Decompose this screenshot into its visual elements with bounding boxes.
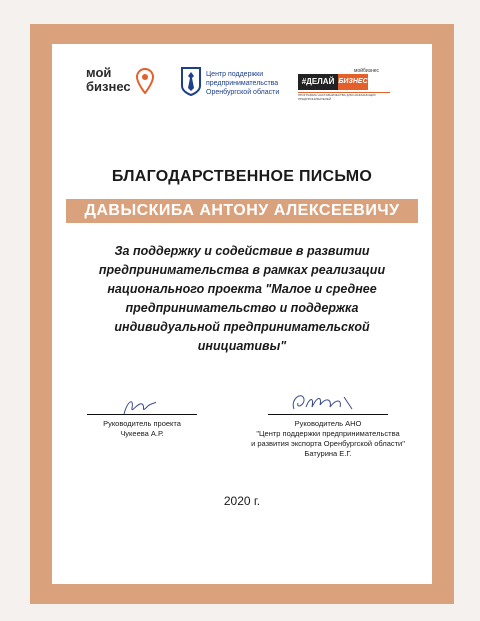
delai-biz-text: БИЗНЕС bbox=[338, 74, 368, 90]
body-line: предпринимательство и поддержка bbox=[125, 301, 359, 315]
signature-line bbox=[268, 414, 388, 415]
tie-emblem-icon bbox=[180, 66, 202, 96]
logo-row bbox=[52, 64, 432, 104]
support-center-text: Центр поддержки предпринимательства Оренбургской области bbox=[206, 71, 280, 96]
delai-biznes-logo bbox=[298, 68, 398, 102]
body-line: национального проекта "Малое и среднее bbox=[107, 282, 377, 296]
document-title: БЛАГОДАРСТВЕННОЕ ПИСЬМО bbox=[111, 168, 373, 185]
signature-left: Руководитель проекта Чукеева А.Р. bbox=[82, 414, 202, 439]
signature-right-scribble bbox=[288, 389, 358, 417]
signature-line bbox=[87, 414, 197, 415]
recipient-name: ДАВЫСКИБА АНТОНУ АЛЕКСЕЕВИЧУ bbox=[84, 202, 400, 219]
support-center-logo bbox=[180, 66, 300, 102]
moi-biznes-logo bbox=[86, 64, 176, 104]
body-text bbox=[72, 242, 412, 356]
delai-top-text: мойбизнес bbox=[354, 68, 380, 74]
body-line: индивидуальной предпринимательской bbox=[114, 320, 370, 334]
certificate-sheet bbox=[52, 44, 432, 584]
signature-right: Руководитель АНО "Центр поддержки предпринимательства и развития экспорта Оренбургской области" Батурина Е.Г. bbox=[238, 414, 418, 459]
moi-biznes-text: мой бизнес bbox=[86, 65, 131, 94]
delai-sub-text: ПРОГРАММА НАСТАВНИЧЕСТВА ДЛЯ НАЧИНАЮЩИХ ПРЕДПРИНИМАТЕЛЕЙ bbox=[298, 92, 390, 101]
location-pin-icon bbox=[136, 68, 154, 94]
document-year: 2020 г. bbox=[223, 494, 261, 508]
body-line: инициативы" bbox=[197, 339, 287, 353]
body-line: За поддержку и содействие в развитии bbox=[114, 244, 370, 258]
body-line: предпринимательства в рамках реализации bbox=[98, 263, 386, 277]
recipient-bar bbox=[66, 199, 418, 223]
delai-main-text: #ДЕЛАЙ bbox=[298, 74, 338, 90]
